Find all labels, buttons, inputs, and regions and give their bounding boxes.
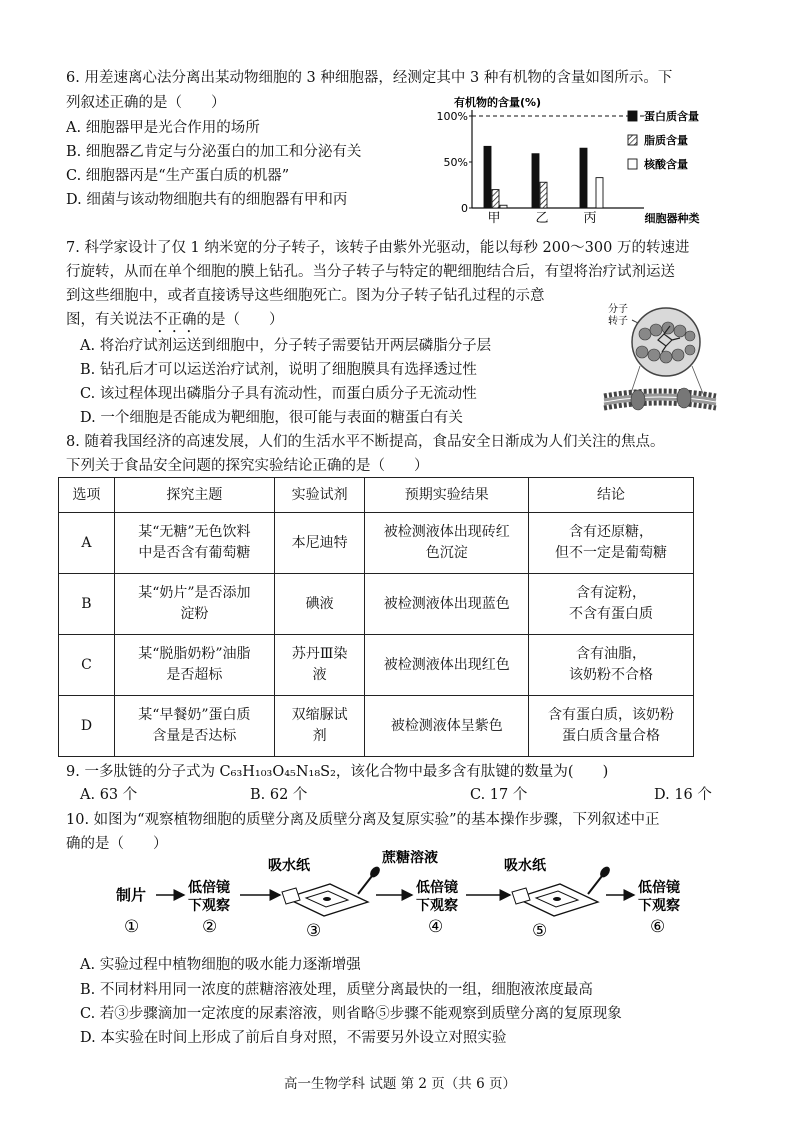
step5-blotting-paper-label: 吸水纸 — [504, 858, 546, 874]
step-number-4: ④ — [428, 917, 444, 937]
q7-option-d: D. 一个细胞是否能成为靶细胞，很可能与表面的糖蛋白有关 — [80, 410, 463, 426]
step4-obs-line1: 低倍镜 — [416, 880, 458, 896]
q10-option-c: C. 若③步骤滴加一定浓度的尿素溶液，则省略⑤步骤不能观察到质壁分离的复原现象 — [80, 1006, 622, 1022]
cell-topic: 某“早餐奶”蛋白质 含量是否达标 — [114, 696, 274, 757]
chart-x-tick-label: 甲 — [487, 211, 501, 226]
cell-reagent: 本尼迪特 — [274, 513, 365, 574]
step3-sucrose-label: 蔗糖溶液 — [382, 850, 438, 866]
q7-option-c: C. 该过程体现出磷脂分子具有流动性，而蛋白质分子无流动性 — [80, 386, 477, 402]
chart-y-tick-label: 0 — [461, 202, 468, 215]
molecular-rotor-membrane-figure — [600, 300, 720, 425]
chart-bar-protein — [580, 148, 587, 208]
q9-stem: 9. 一多肽链的分子式为 C₆₃H₁₀₃O₄₅N₁₈S₂，该化合物中最多含有肽键的数量为( ) — [66, 764, 609, 780]
page-footer: 高一生物学科 试题 第 2 页（共 6 页） — [284, 1076, 516, 1092]
header-topic: 探究主题 — [114, 478, 274, 513]
step2-obs-line2: 下观察 — [188, 898, 230, 914]
cell-topic: 某“脱脂奶粉”油脂 是否超标 — [114, 635, 274, 696]
cell-topic: 某“奶片”是否添加 淀粉 — [114, 574, 274, 635]
q10-option-b: B. 不同材料用同一浓度的蔗糖溶液处理，质壁分离最快的一组，细胞液浓度最高 — [80, 982, 593, 998]
chart-bar-protein — [532, 154, 539, 208]
q6-stem-line2: 列叙述正确的是（ ） — [66, 95, 226, 111]
table-header-row — [59, 478, 694, 513]
step3-slide-icon — [282, 884, 368, 916]
cell-topic: 某“无糖”无色饮料 中是否含有葡萄糖 — [114, 513, 274, 574]
q7-stem-line2: 行旋转，从而在单个细胞的膜上钻孔。当分子转子与特定的靶细胞结合后，有望将治疗试剂运送 — [66, 264, 675, 280]
q7-emphasis-not-correct: 不正确 — [153, 312, 197, 328]
step-make-slide: 制片 — [116, 886, 147, 904]
q6-option-c: C. 细胞器丙是“生产蛋白质的机器” — [66, 168, 290, 184]
cell-reagent: 苏丹Ⅲ染 液 — [274, 635, 365, 696]
figure-label-line1: 分子 — [608, 304, 628, 315]
step-number-5: ⑤ — [532, 921, 548, 941]
chart-y-tick-label: 100% — [436, 110, 468, 123]
step5-slide-icon — [512, 884, 598, 916]
phospholipid-bilayer — [604, 388, 716, 410]
cell-expected-result: 被检测液体出现砖红 色沉淀 — [365, 513, 529, 574]
cell-conclusion: 含有淀粉， 不含有蛋白质 — [529, 574, 694, 635]
q10-option-a: A. 实验过程中植物细胞的吸水能力逐渐增强 — [80, 957, 361, 973]
chart-bar-nucleic-acid — [596, 178, 603, 208]
step2-obs-line1: 低倍镜 — [188, 880, 230, 896]
cell-option: B — [59, 574, 115, 635]
q6-option-d: D. 细菌与该动物细胞共有的细胞器有甲和丙 — [66, 192, 348, 208]
step-number-3: ③ — [306, 921, 322, 941]
q7-stem-line3: 到这些细胞中，或者直接诱导这些细胞死亡。图为分子转子钻孔过程的示意 — [66, 288, 545, 304]
plasmolysis-procedure-flowchart — [100, 850, 700, 950]
q6-stem-line1: 6. 用差速离心法分离出某动物细胞的 3 种细胞器，经测定其中 3 种有机物的含量如图所示。下 — [66, 70, 673, 86]
chart-bar-protein — [484, 146, 491, 208]
chart-legend-label: 脂质含量 — [644, 134, 688, 147]
q9-option-b: B. 62 个 — [250, 787, 308, 803]
step3-blotting-paper-label: 吸水纸 — [268, 858, 310, 874]
chart-legend-swatch — [628, 135, 637, 145]
q8-stem-line1: 8. 随着我国经济的高速发展，人们的生活水平不断提高，食品安全日渐成为人们关注的焦点。 — [66, 434, 665, 450]
food-safety-table — [58, 477, 694, 757]
q7-stem-line4 — [66, 310, 284, 336]
header-expected-result: 预期实验结果 — [365, 478, 529, 513]
step-number-2: ② — [202, 917, 218, 937]
q7-stem-prefix: 图，有关说法 — [66, 312, 153, 328]
step-number-6: ⑥ — [650, 917, 666, 937]
step-number-1: ① — [124, 917, 140, 937]
chart-x-tick-label: 乙 — [535, 211, 549, 226]
table-row — [59, 574, 694, 635]
q9-option-a: A. 63 个 — [80, 787, 138, 803]
cell-reagent: 双缩脲试 剂 — [274, 696, 365, 757]
cell-option: D — [59, 696, 115, 757]
q6-option-b: B. 细胞器乙肯定与分泌蛋白的加工和分泌有关 — [66, 144, 362, 160]
cell-expected-result: 被检测液体呈紫色 — [365, 696, 529, 757]
table-row — [59, 635, 694, 696]
q7-stem-suffix: 的是（ ） — [196, 312, 284, 328]
chart-legend-swatch — [628, 159, 637, 169]
q8-stem-line2: 下列关于食品安全问题的探究实验结论正确的是（ ） — [66, 458, 429, 474]
step6-obs-line1: 低倍镜 — [638, 880, 680, 896]
dropper-icon — [588, 865, 612, 894]
organelle-content-bar-chart — [432, 92, 732, 232]
magnified-view-circle — [632, 308, 700, 376]
chart-bar-lipid — [540, 182, 547, 208]
header-conclusion: 结论 — [529, 478, 694, 513]
header-reagent: 实验试剂 — [274, 478, 365, 513]
q9-option-c: C. 17 个 — [470, 787, 528, 803]
chart-x-tick-label: 丙 — [583, 211, 597, 226]
chart-legend-label: 核酸含量 — [644, 158, 688, 171]
table-row — [59, 513, 694, 574]
chart-bar-lipid — [492, 190, 499, 208]
q7-option-a: A. 将治疗试剂运送到细胞中，分子转子需要钻开两层磷脂分子层 — [80, 338, 492, 354]
step6-obs-line2: 下观察 — [638, 898, 680, 914]
figure-label-line2: 转子 — [608, 316, 628, 327]
dropper-icon — [358, 865, 382, 894]
chart-legend-label: 蛋白质含量 — [644, 110, 699, 123]
step4-obs-line2: 下观察 — [416, 898, 458, 914]
q6-option-a: A. 细胞器甲是光合作用的场所 — [66, 120, 260, 136]
chart-x-axis-label: 细胞器种类 — [644, 212, 700, 225]
cell-option: A — [59, 513, 115, 574]
cell-expected-result: 被检测液体出现红色 — [365, 635, 529, 696]
header-option: 选项 — [59, 478, 115, 513]
cell-option: C — [59, 635, 115, 696]
q10-stem-line2: 确的是（ ） — [66, 836, 168, 852]
q10-stem-line1: 10. 如图为“观察植物细胞的质壁分离及质壁分离及复原实验”的基本操作步骤，下列叙述中正 — [66, 812, 660, 828]
q10-option-d: D. 本实验在时间上形成了前后自身对照，不需要另外设立对照实验 — [80, 1030, 507, 1046]
chart-y-tick-label: 50% — [443, 156, 468, 169]
cell-conclusion: 含有油脂， 该奶粉不合格 — [529, 635, 694, 696]
table-row — [59, 696, 694, 757]
cell-reagent: 碘液 — [274, 574, 365, 635]
cell-conclusion: 含有蛋白质，该奶粉 蛋白质含量合格 — [529, 696, 694, 757]
cell-expected-result: 被检测液体出现蓝色 — [365, 574, 529, 635]
q7-stem-line1: 7. 科学家设计了仅 1 纳米宽的分子转子，该转子由紫外光驱动，能以每秒 200～300 万的转速进 — [66, 240, 690, 256]
chart-bar-nucleic-acid — [500, 205, 507, 208]
chart-y-axis-label: 有机物的含量(%) — [454, 96, 542, 109]
chart-legend-swatch — [628, 111, 637, 121]
q9-option-d: D. 16 个 — [654, 787, 712, 803]
q7-option-b: B. 钻孔后才可以运送治疗试剂，说明了细胞膜具有选择透过性 — [80, 362, 477, 378]
cell-conclusion: 含有还原糖， 但不一定是葡萄糖 — [529, 513, 694, 574]
